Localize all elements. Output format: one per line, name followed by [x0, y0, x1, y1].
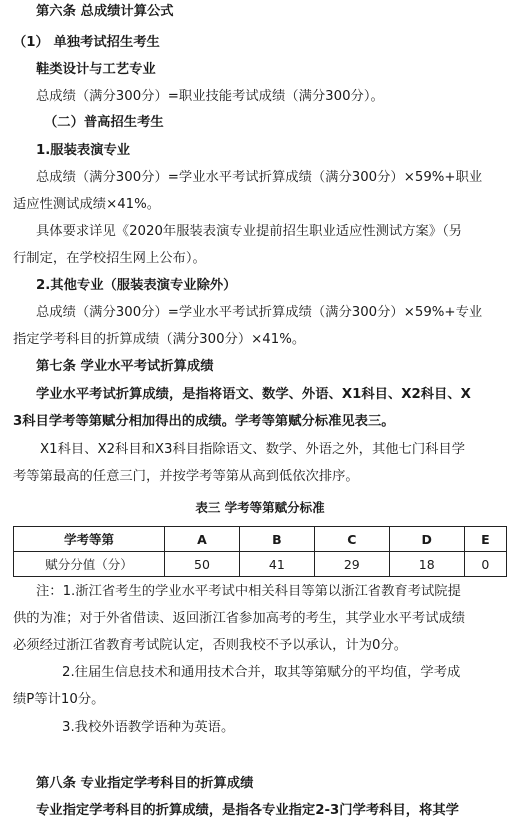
- header-cell: E: [464, 527, 506, 552]
- header-cell: 学考等第: [14, 527, 165, 552]
- other-formula-line-2: 指定学考科目的折算成绩（满分300分）×41%。: [13, 332, 306, 347]
- section-1-title: （1） 单独考试招生考生: [13, 35, 160, 50]
- grade-score-table: [13, 526, 507, 577]
- table-header-row: [14, 527, 507, 552]
- article-8-para-1-line-1: 专业指定学考科目的折算成绩，是指各专业指定2-3门学考科目，将其学: [36, 803, 459, 818]
- article-6-title: 第六条 总成绩计算公式: [36, 4, 174, 19]
- note-1-line-1: 注：1.浙江省考生的学业水平考试中相关科目等第以浙江省教育考试院提: [36, 584, 461, 599]
- note-3: 3.我校外语教学语种为英语。: [62, 720, 235, 735]
- table-cell: 赋分分值（分）: [14, 552, 165, 577]
- table-cell: 41: [239, 552, 314, 577]
- header-cell: A: [165, 527, 240, 552]
- article-8-title: 第八条 专业指定学考科目的折算成绩: [36, 776, 254, 791]
- table-row: [14, 552, 507, 577]
- note-1-line-2: 供的为准；对于外省借读、返回浙江省参加高考的考生，其学业水平考试成绩: [13, 611, 466, 626]
- section-2-title: （二）普高招生考生: [44, 115, 164, 130]
- fashion-requirement-line-2: 行制定，在学校招生网上公布）。: [13, 251, 206, 266]
- article-7-para-2-line-1: X1科目、X2科目和X3科目指除语文、数学、外语之外，其他七门科目学: [40, 442, 466, 457]
- table-cell: 18: [389, 552, 464, 577]
- table-cell: 29: [314, 552, 389, 577]
- shoe-formula: 总成绩（满分300分）=职业技能考试成绩（满分300分）。: [36, 89, 384, 104]
- fashion-formula-line-2: 适应性测试成绩×41%。: [13, 197, 161, 212]
- header-cell: B: [239, 527, 314, 552]
- note-2-line-2: 绩P等计10分。: [13, 692, 105, 707]
- article-7-para-1-line-1: 学业水平考试折算成绩，是指将语文、数学、外语、X1科目、X2科目、X: [36, 387, 471, 402]
- article-7-title: 第七条 学业水平考试折算成绩: [36, 359, 214, 374]
- fashion-requirement-line-1: 具体要求详见《2020年服装表演专业提前招生职业适应性测试方案》（另: [36, 224, 463, 239]
- table-caption: 表三 学考等第赋分标准: [195, 500, 325, 515]
- note-2-line-1: 2.往届生信息技术和通用技术合并，取其等第赋分的平均值，学考成: [62, 665, 461, 680]
- table-cell: 0: [464, 552, 506, 577]
- shoe-major-title: 鞋类设计与工艺专业: [36, 62, 156, 77]
- fashion-formula-line-1: 总成绩（满分300分）=学业水平考试折算成绩（满分300分）×59%+职业: [36, 170, 483, 185]
- header-cell: D: [389, 527, 464, 552]
- header-cell: C: [314, 527, 389, 552]
- other-formula-line-1: 总成绩（满分300分）=学业水平考试折算成绩（满分300分）×59%+专业: [36, 305, 483, 320]
- table-cell: 50: [165, 552, 240, 577]
- article-7-para-1-line-2: 3科目学考等第赋分相加得出的成绩。学考等第赋分标准见表三。: [13, 414, 395, 429]
- article-7-para-2-line-2: 考等第最高的任意三门，并按学考等第从高到低依次排序。: [13, 469, 359, 484]
- note-1-line-3: 必须经过浙江省教育考试院认定，否则我校不予以承认，计为0分。: [13, 638, 408, 653]
- fashion-major-title: 1.服装表演专业: [36, 143, 131, 158]
- other-majors-title: 2.其他专业（服装表演专业除外）: [36, 278, 237, 293]
